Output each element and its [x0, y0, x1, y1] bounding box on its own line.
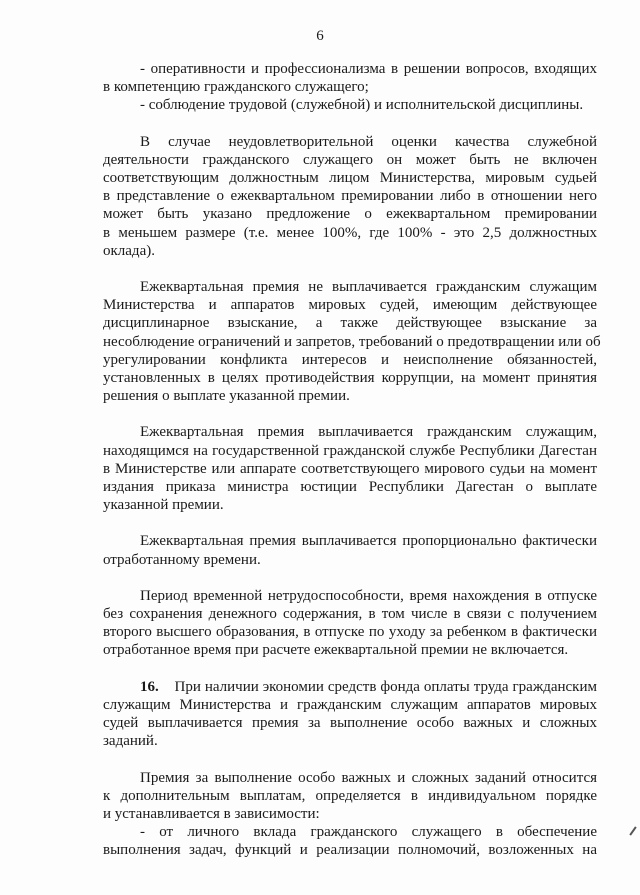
- text-line: Премия за выполнение особо важных и сложных заданий относится: [140, 769, 597, 786]
- text-line: к дополнительным выплатам, определяется в индивидуальном порядке: [103, 787, 597, 804]
- paragraph-gap: [103, 115, 597, 133]
- text-line: может быть указано предложение о ежеквартальном премировании: [103, 206, 597, 223]
- text-line: без сохранения денежного содержания, в том числе в связи с получением: [103, 606, 597, 623]
- text-line: выполнения задач, функций и реализации полномочий, возложенных на: [103, 842, 597, 859]
- text-line: установленных в целях противодействия коррупции, на момент принятия: [103, 370, 597, 387]
- scan-mark: [629, 826, 636, 835]
- text-line: оклада).: [103, 242, 155, 259]
- text-line: Ежеквартальная премия выплачивается гражданским служащим,: [140, 424, 597, 441]
- text-line: [103, 678, 597, 696]
- text-line: в меньшем размере (т.е. менее 100%, где 100% - это 2,5 должностных: [103, 224, 597, 241]
- text-line: решения о выплате указанной премии.: [103, 388, 350, 405]
- clause-number: 16.: [140, 678, 159, 695]
- text-line: - соблюдение трудовой (служебной) и исполнительской дисциплины.: [140, 97, 584, 114]
- text-line: судей выплачивается премия за выполнение особо важных и сложных: [103, 715, 597, 732]
- paragraph-gap: [103, 514, 597, 532]
- text-line: Ежеквартальная премия не выплачивается гражданским служащим: [140, 279, 597, 296]
- text-line: урегулировании конфликта интересов и неисполнение обязанностей,: [103, 351, 597, 368]
- paragraph-gap: [103, 405, 597, 423]
- text-line: издания приказа министра юстиции Республики Дагестан о выплате: [103, 479, 597, 496]
- text-line: отработанное время при расчете ежеквартальной премии не включается.: [103, 642, 569, 659]
- paragraph-gap: [103, 260, 597, 278]
- text-line: в компетенцию гражданского служащего;: [103, 79, 369, 96]
- text-line: отработанному времени.: [103, 551, 261, 568]
- text-line: несоблюдение ограничений и запретов, требований о предотвращении или об: [103, 333, 601, 350]
- text-line: дисциплинарное взыскание, а также действующее взыскание за: [103, 315, 597, 332]
- text-line: заданий.: [103, 733, 158, 750]
- text-line: - от личного вклада гражданского служащего в обеспечение: [140, 824, 597, 841]
- text-line: в Министерстве или аппарате соответствующего мирового судьи на момент: [103, 460, 597, 477]
- paragraph-gap: [103, 751, 597, 769]
- text-line: находящимся на государственной гражданской службе Республики Дагестан: [103, 442, 597, 459]
- text-line: Министерства и аппаратов мировых судей, имеющим действующее: [103, 297, 597, 314]
- text-line: и устанавливается в зависимости:: [103, 805, 320, 822]
- paragraph-gap: [103, 660, 597, 678]
- document-body: [103, 60, 601, 860]
- page-number: 6: [316, 28, 324, 44]
- text-line: Ежеквартальная премия выплачивается пропорционально фактически: [140, 533, 597, 550]
- paragraph-gap: [103, 569, 597, 587]
- text-line: В случае неудовлетворительной оценки качества служебной: [140, 133, 597, 150]
- text-line: деятельности гражданского служащего он может быть не включен: [103, 151, 597, 168]
- text-line: - оперативности и профессионализма в решении вопросов, входящих: [140, 61, 597, 77]
- clause-text: При наличии экономии средств фонда оплаты труда гражданским: [158, 678, 597, 695]
- text-line: в представление о ежеквартальном премировании либо в отношении него: [103, 188, 597, 205]
- text-line: соответствующим должностным лицом Министерства, мировым судьей: [103, 170, 597, 187]
- text-line: указанной премии.: [103, 497, 224, 514]
- text-line: второго высшего образования, в отпуске по уходу за ребенком в фактически: [103, 624, 597, 641]
- text-line: Период временной нетрудоспособности, время нахождения в отпуске: [140, 587, 597, 604]
- text-line: служащим Министерства и гражданским служащим аппаратов мировых: [103, 696, 597, 713]
